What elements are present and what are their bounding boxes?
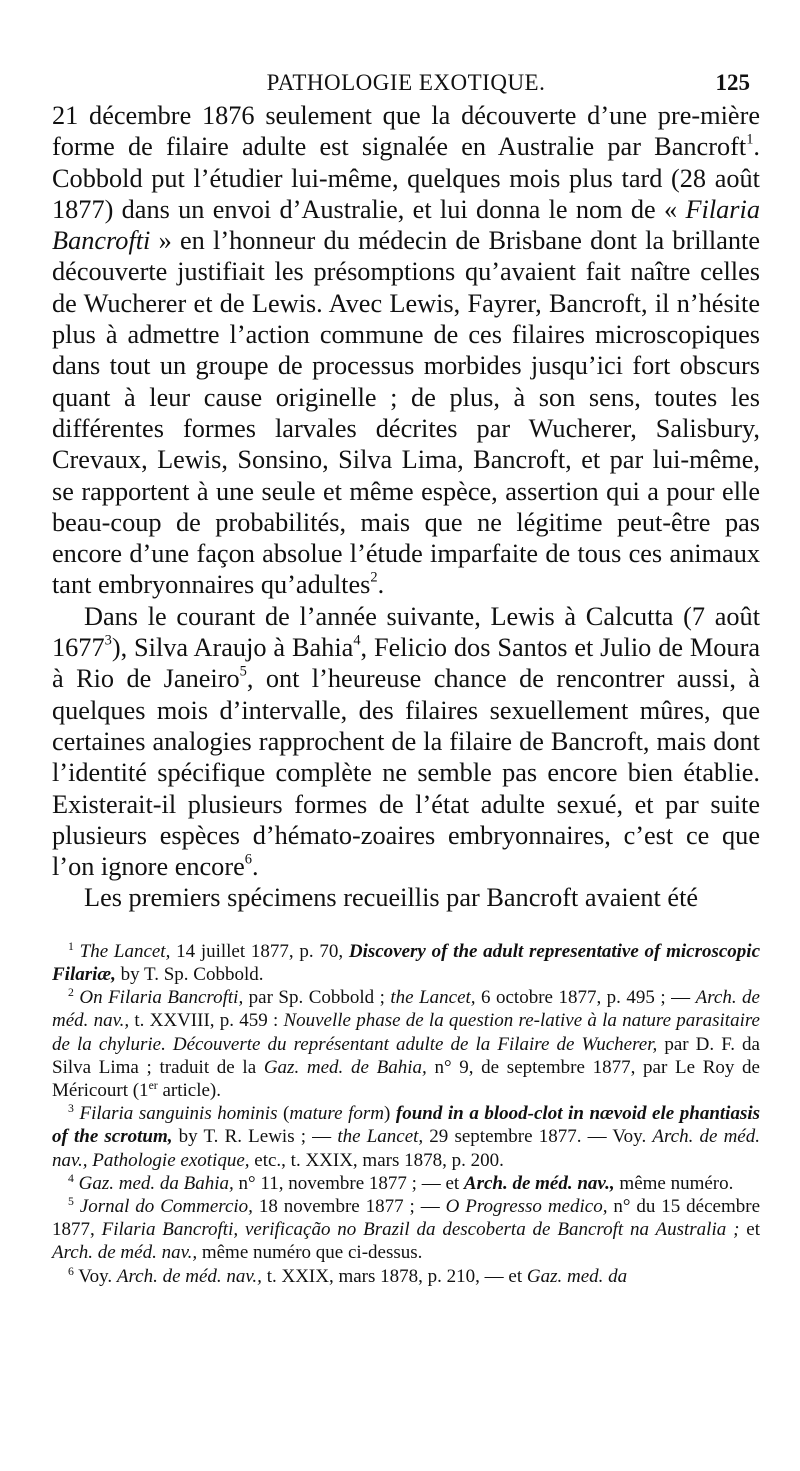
italic-text: Filaria Bancrofti [52,194,760,256]
text-run: . [252,852,259,882]
italic-text: On Filaria Bancrofti, [79,987,244,1009]
italic-text: Arch. de méd. nav., [52,1242,198,1264]
text-run: Voy. [73,1265,117,1287]
bold-italic-text: Arch. de méd. nav., [463,1172,615,1194]
text-run: ) [383,1103,396,1125]
italic-text: O Progresso medico, [445,1195,608,1217]
italic-text: Jornal do Commercio, [79,1195,253,1217]
bold-italic-text: Discovery of the adult representative of microscopic Filariæ, [52,940,761,985]
text-run: même numéro que ci-dessus. [197,1242,423,1264]
note-reference: 1 [68,939,74,953]
text-run: t. XXVIII, p. 459 : [129,1010,284,1032]
note-reference: 4 [68,1171,74,1185]
text-run: 21 décembre 1876 seulement que la découverte d’une pre-mière forme de filaire adulte est signalée en Australie par Bancroft [52,101,760,162]
footnote [52,986,760,1102]
paragraph [52,601,760,883]
text-run: etc., t. XXIX, mars 1878, p. 200. [249,1149,504,1171]
main-text [52,100,760,914]
text-run: , ont l’heureuse chance de rencontrer aussi, à quelques mois d’intervalle, des filaires sexuellement mûres, que certaines analogies rapprochent de la filaire de Bancroft, mais dont l’identité spécifique complète ne semble pas encore bien établie. Existerait-il plusieurs formes de l’état adulte sexué, et par suite plusieurs espèces d’hémato-zoaires embryonnaires, c’est ce que l’on ignore encore [52,664,760,882]
text-run: même numéro. [614,1172,734,1194]
note-reference: 3 [68,1102,74,1116]
footnote [52,1102,760,1172]
note-reference: 5 [68,1194,74,1208]
text-run: et [739,1219,760,1241]
italic-text: the Lancet, [390,987,476,1009]
text-run: 6 octobre 1877, p. 495 ; — [475,987,696,1009]
page-number: 125 [715,70,750,95]
text-run: ( [277,1103,290,1125]
note-reference: 2 [370,569,378,586]
note-reference: 5 [239,663,247,680]
note-reference: 3 [104,632,112,649]
text-run: par Sp. Cobbold ; [243,987,391,1009]
note-reference: er [148,1078,158,1092]
italic-text: The Lancet, [79,940,171,962]
page-header [52,0,760,100]
paragraph [52,882,760,913]
text-run: by T. Sp. Cobbold. [115,963,264,985]
text-run: n° 11, novembre 1877 ; — et [233,1172,464,1194]
text-run: . Cobbold put l’étudier lui-même, quelques mois plus tard (28 août 1877) dans un envoi d’Australie, et lui donna le nom de « [52,132,760,224]
text-run: . [377,570,385,600]
text-run: n° 9, de septembre 1877, par Le Roy de Méricourt (1 [52,1056,760,1101]
text-run: article). [157,1079,221,1101]
bold-italic-text: found in a blood-clot in nævoid ele phantiasis of the scrotum, [52,1103,761,1148]
text-run: Dans le courant de l’année suivante, Lewis à Calcutta (7 août 1677 [52,601,760,663]
italic-text: Arch. de méd. nav., Pathologie exotique, [52,1126,760,1171]
note-reference: 6 [68,1264,74,1278]
text-run: t. XXIX, mars 1878, p. 210, — et [261,1265,527,1287]
text-run: ), Silva Araujo à Bahia [111,633,354,663]
text-run: par D. F. da Silva Lima ; traduit de la [52,1033,760,1078]
text-run: » en l’honneur du médecin de Brisbane dont la brillante découverte justifiait les présomptions qu’avaient fait naître celles de Wucherer et de Lewis. Avec Lewis, Fayrer, Bancroft, il n’hésite plus à admettre l’action commune de ces filaires microscopiques dans tout un groupe de processus morbides jusqu’ici fort obscurs quant à leur cause originelle ; de plus, à son sens, toutes les différentes formes larvales décrites par Wucherer, Salisbury, Crevaux, Lewis, Sonsino, Silva Lima, Bancroft, et par lui-même, se rapportent à une seule et même espèce, assertion qui a pour elle beau-coup de probabilités, mais que ne légitime peut-être pas encore d’une façon absolue l’étude imparfaite de tous ces animaux tant embryonnaires qu’adultes [52,226,760,600]
text-run: Les premiers spécimens recueillis par Bancroft avaient été [84,883,699,913]
text-run: 29 septembre 1877. — Voy. [423,1126,653,1148]
text-run: n° du 15 décembre 1877, [52,1195,761,1241]
note-reference: 2 [68,986,74,1000]
footnote [52,940,760,986]
italic-text: mature form [289,1103,384,1125]
footnote [52,1195,760,1265]
paragraph [52,100,760,601]
italic-text: Gaz. med. da Bahia, [78,1172,234,1194]
note-reference: 4 [353,632,361,649]
italic-text: Arch. de méd. nav., [52,987,760,1032]
note-reference: 6 [244,851,252,868]
running-title: PATHOLOGIE EXOTIQUE. [266,70,546,95]
italic-text: Filaria sanguinis hominis [79,1103,278,1125]
text-run: by T. R. Lewis ; — [172,1126,338,1148]
note-reference: 1 [746,131,754,148]
italic-text: Arch. de méd. nav., [116,1265,262,1287]
italic-text: Gaz. med. da [526,1265,628,1287]
italic-text: Nouvelle phase de la question re-lative à la nature parasitaire de la chylurie. Découverte du représentant adulte de la Filaire de Wucherer, [52,1010,760,1055]
footnote [52,1172,760,1195]
text-run: 14 juillet 1877, p. 70, [170,940,349,962]
text-run: 18 novembre 1877 ; — [252,1195,446,1217]
italic-text: Gaz. med. de Bahia, [263,1056,427,1078]
footnotes [52,940,760,1288]
italic-text: the Lancet, [337,1126,424,1148]
italic-text: Filaria Bancrofti, verificação no Brazil da descoberta de Bancroft na Australia ; [101,1219,740,1241]
footnote [52,1265,760,1288]
text-run: , Felicio dos Santos et Julio de Moura à Rio de Janeiro [52,633,760,694]
